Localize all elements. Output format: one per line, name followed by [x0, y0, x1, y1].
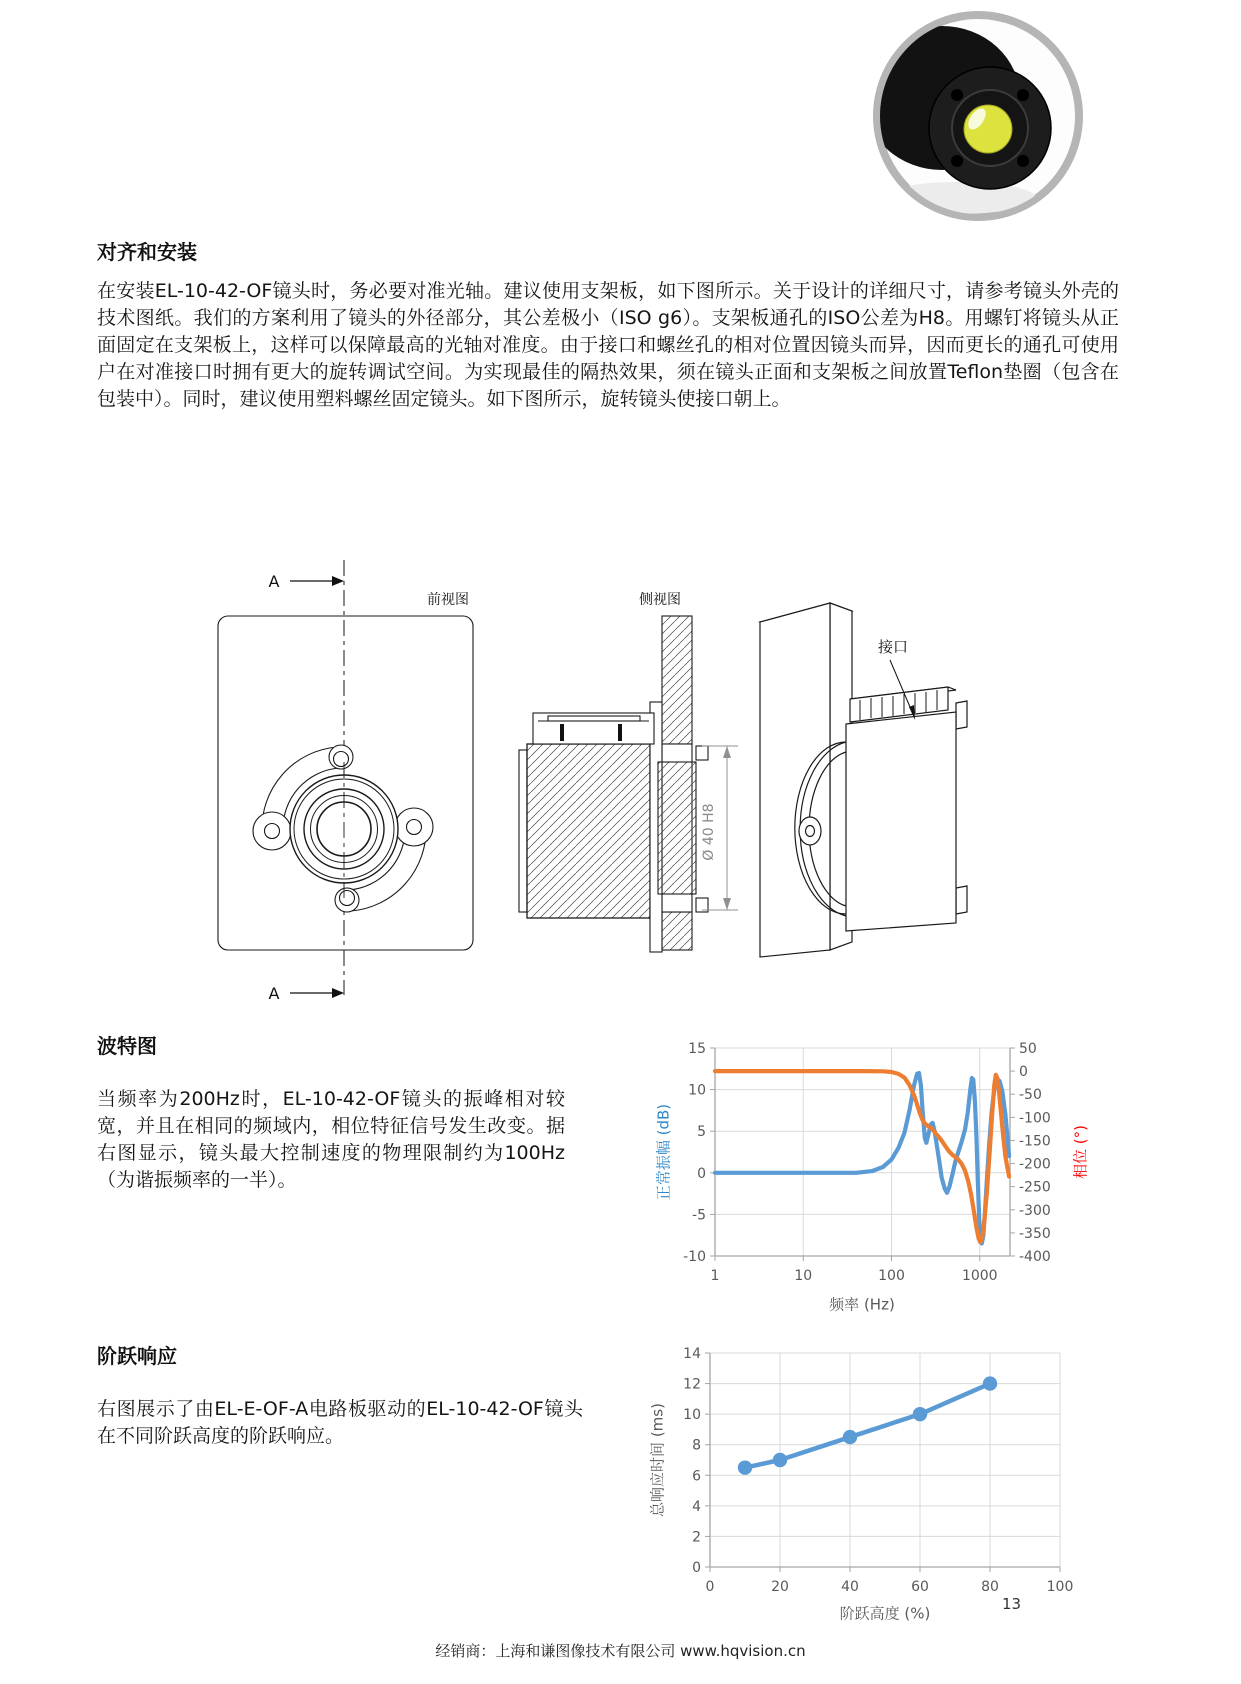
- tick-label: 10: [794, 1268, 813, 1284]
- bode-right-axis-title: 相位 (°): [1071, 1125, 1090, 1179]
- step-x-axis-title: 阶跃高度 (%): [839, 1604, 931, 1623]
- section-marker-top: A: [268, 572, 280, 591]
- tick-label: 60: [911, 1579, 929, 1595]
- tick-label: 20: [771, 1579, 789, 1595]
- product-photo: [856, 0, 1104, 236]
- bode-left-axis-title: 正常振幅 (dB): [654, 1103, 673, 1201]
- tick-label: 4: [692, 1498, 701, 1515]
- footer-distributor: 经销商：上海和谦图像技术有限公司 www.hqvision.cn: [435, 1642, 806, 1660]
- tick-label: 5: [697, 1124, 706, 1141]
- tick-label: 50: [1019, 1041, 1037, 1057]
- page-number: 13: [1002, 1595, 1022, 1613]
- tick-label: -350: [1019, 1225, 1051, 1242]
- bode-body-text: 当频率为200Hz时，EL-10-42-OF镜头的振峰相对较宽，并且在相同的频域内，相位特征信号发生改变。据右图显示，镜头最大控制速度的物理限制约为100Hz（为谐振频率的一半）。: [97, 1088, 565, 1191]
- bode-series-phase: [715, 1071, 1009, 1242]
- side-view-label: 侧视图: [639, 592, 681, 608]
- section-heading-step: 阶跃响应: [97, 1344, 177, 1368]
- dimension-label: Ø 40 H8: [701, 803, 717, 861]
- step-data-point: [773, 1453, 787, 1467]
- step-data-point: [913, 1407, 927, 1421]
- section-heading-bode: 波特图: [97, 1034, 157, 1058]
- dimension-annotation: [701, 746, 738, 910]
- tick-label: 2: [692, 1529, 701, 1546]
- tick-label: -300: [1019, 1202, 1051, 1219]
- tick-label: 6: [692, 1468, 701, 1485]
- step-data-point: [738, 1460, 752, 1474]
- tick-label: 1000: [961, 1268, 998, 1284]
- tick-label: 10: [683, 1407, 701, 1424]
- bode-plot: [600, 960, 1120, 1340]
- tick-label: -100: [1019, 1110, 1051, 1127]
- alignment-body-text: 在安装EL-10-42-OF镜头时，务必要对准光轴。建议使用支架板，如下图所示。关于设计的详细尺寸，请参考镜头外壳的技术图纸。我们的方案利用了镜头的外径部分，其公差极小（ISO g6）。支架板通孔的ISO公差为H8。用螺钉将镜头从正面固定在支架板上，这样可以保障最高的光轴对准度。由于接口和螺丝孔的相对位置因镜头而异，因而更长的通孔可使用户在对准接口时拥有更大的旋转调试空间。为实现最佳的隔热效果，须在镜头正面和支架板之间放置Teflon垫圈（包含在包装中）。同时，建议使用塑料螺丝固定镜头。如下图所示，旋转镜头使接口朝上。: [97, 280, 1119, 410]
- tick-label: 10: [688, 1082, 706, 1099]
- step-data-point: [983, 1376, 997, 1390]
- step-y-axis-title: 总响应时间 (ms): [648, 1403, 667, 1517]
- isometric-view-drawing: [760, 603, 967, 957]
- tick-label: 14: [683, 1346, 701, 1362]
- section-heading-alignment: 对齐和安装: [97, 240, 197, 264]
- bode-x-axis-title: 频率 (Hz): [829, 1295, 895, 1314]
- tick-label: -200: [1019, 1156, 1051, 1173]
- step-data-point: [843, 1430, 857, 1444]
- tick-label: 0: [1019, 1064, 1028, 1081]
- front-view-drawing: [218, 560, 473, 995]
- technical-drawing: [180, 540, 1060, 1020]
- tick-label: 15: [688, 1041, 706, 1057]
- tick-label: 0: [692, 1560, 701, 1576]
- bode-grid: [710, 1048, 1015, 1261]
- tick-label: 8: [692, 1437, 701, 1454]
- tick-label: -400: [1019, 1249, 1051, 1265]
- tick-label: -250: [1019, 1179, 1051, 1196]
- tick-label: -5: [692, 1207, 706, 1224]
- section-marker-bottom: A: [268, 984, 280, 1003]
- front-view-label: 前视图: [427, 592, 469, 608]
- side-view-drawing: [519, 616, 708, 952]
- tick-label: -10: [683, 1249, 706, 1265]
- tick-label: 12: [683, 1376, 701, 1393]
- tick-label: 100: [1046, 1579, 1074, 1595]
- step-body-text: 右图展示了由EL-E-OF-A电路板驱动的EL-10-42-OF镜头在不同阶跃高度的阶跃响应。: [97, 1398, 583, 1447]
- tick-label: 0: [705, 1579, 715, 1595]
- tick-label: 40: [841, 1579, 859, 1595]
- tick-label: 80: [981, 1579, 999, 1595]
- tick-label: 1: [710, 1268, 720, 1284]
- tick-label: 0: [697, 1165, 706, 1182]
- tick-label: -50: [1019, 1087, 1042, 1104]
- tick-label: 100: [878, 1268, 905, 1284]
- step-response-plot: [600, 1290, 1140, 1640]
- connector-label: 接口: [878, 638, 909, 656]
- bode-series-amplitude: [715, 1073, 1009, 1244]
- tick-label: -150: [1019, 1133, 1051, 1150]
